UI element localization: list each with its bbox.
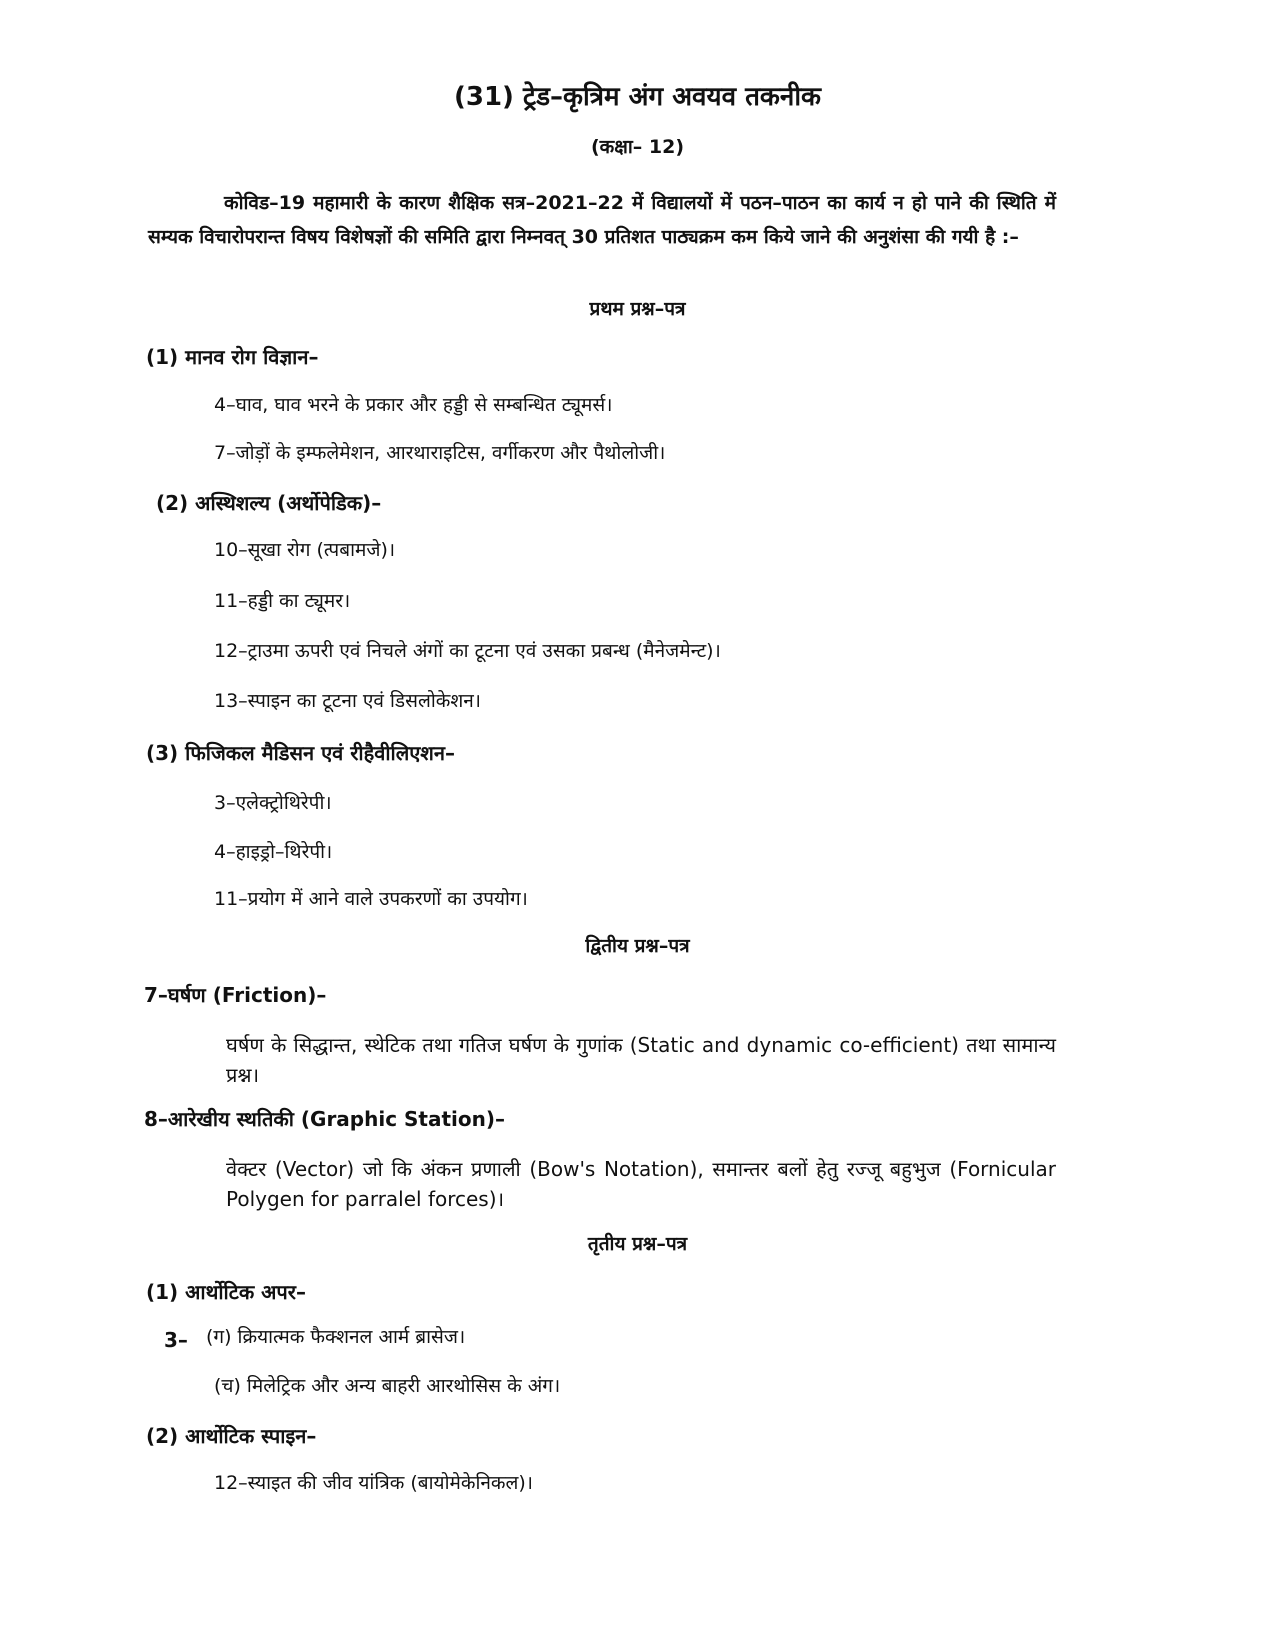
list-item: 12–ट्राउमा ऊपरी एवं निचले अंगों का टूटना एवं उसका प्रबन्ध (मैनेजमेन्ट)। bbox=[214, 640, 721, 662]
list-item: 12–स्याइत की जीव यांत्रिक (बायोमेकेनिकल)। bbox=[214, 1472, 533, 1494]
paper2-section8-text: वेक्टर (Vector) जो कि अंकन प्रणाली (Bow's Notation), समान्तर बलों हेतु रज्जू बहुभुज (Fornicular Polygen for parralel forces)। bbox=[226, 1157, 1056, 1211]
paper2-section7-text: घर्षण के सिद्धान्त, स्थेटिक तथा गतिज घर्षण के गुणांक (Static and dynamic co-efficient) तथा सामान्य प्रश्न। bbox=[226, 1033, 1056, 1087]
list-item: 11–प्रयोग में आने वाले उपकरणों का उपयोग। bbox=[214, 888, 528, 910]
paper2-section7-heading: 7–घर्षण (Friction)– bbox=[144, 983, 327, 1007]
list-item: 10–सूखा रोग (त्पबामजे)। bbox=[214, 539, 396, 561]
paper3-heading: तृतीय प्रश्न–पत्र bbox=[587, 1233, 688, 1255]
list-item: 7–जोड़ों के इम्फलेमेशन, आरथाराइटिस, वर्गीकरण और पैथोलोजी। bbox=[214, 442, 666, 464]
document-title: (31) ट्रेड–कृत्रिम अंग अवयव तकनीक bbox=[453, 82, 822, 112]
list-item: 3–एलेक्ट्रोथिरेपी। bbox=[214, 792, 332, 814]
list-item: 13–स्पाइन का टूटना एवं डिसलोकेशन। bbox=[214, 690, 482, 712]
paper3-section1-heading: (1) आर्थोटिक अपर– bbox=[146, 1280, 306, 1304]
paper3-section2-heading: (2) आर्थोटिक स्पाइन– bbox=[146, 1424, 317, 1448]
paper1-section1-heading: (1) मानव रोग विज्ञान– bbox=[146, 345, 319, 369]
class-label: (कक्षा– 12) bbox=[590, 136, 685, 158]
paper1-section2-heading: (2) अस्थिशल्य (अर्थोपेडिक)– bbox=[156, 491, 382, 515]
paper2-heading: द्वितीय प्रश्न–पत्र bbox=[585, 935, 690, 957]
list-item: 11–हड्डी का ट्यूमर। bbox=[214, 590, 351, 612]
paper1-section3-heading: (3) फिजिकल मैडिसन एवं रीहैवीलिएशन– bbox=[146, 741, 456, 765]
list-item: 4–हाइड्रो–थिरेपी। bbox=[214, 841, 333, 863]
paper3-section1-number: 3– bbox=[164, 1328, 188, 1352]
paper2-section8-heading: 8–आरेखीय स्थतिकी (Graphic Station)– bbox=[144, 1107, 506, 1131]
list-item: 4–घाव, घाव भरने के प्रकार और हड्डी से सम्बन्धित ट्यूमर्स। bbox=[214, 394, 613, 416]
paper1-heading: प्रथम प्रश्न–पत्र bbox=[589, 298, 686, 320]
intro-paragraph: कोविड–19 महामारी के कारण शैक्षिक सत्र–2021–22 में विद्यालयों में पठन–पाठन का कार्य न हो पाने की स्थिति में सम्यक विचारोपरान्त विषय विशेषज्ञों की समिति द्वारा निम्नवत् 30 प्रतिशत पाठ्यक्रम कम किये जाने की अनुशंसा की गयी है :– bbox=[148, 192, 1056, 248]
list-item: (ग) क्रियात्मक फैक्शनल आर्म ब्रासेज। bbox=[206, 1326, 466, 1348]
list-item: (च) मिलेट्रिक और अन्य बाहरी आरथोसिस के अंग। bbox=[214, 1375, 561, 1397]
